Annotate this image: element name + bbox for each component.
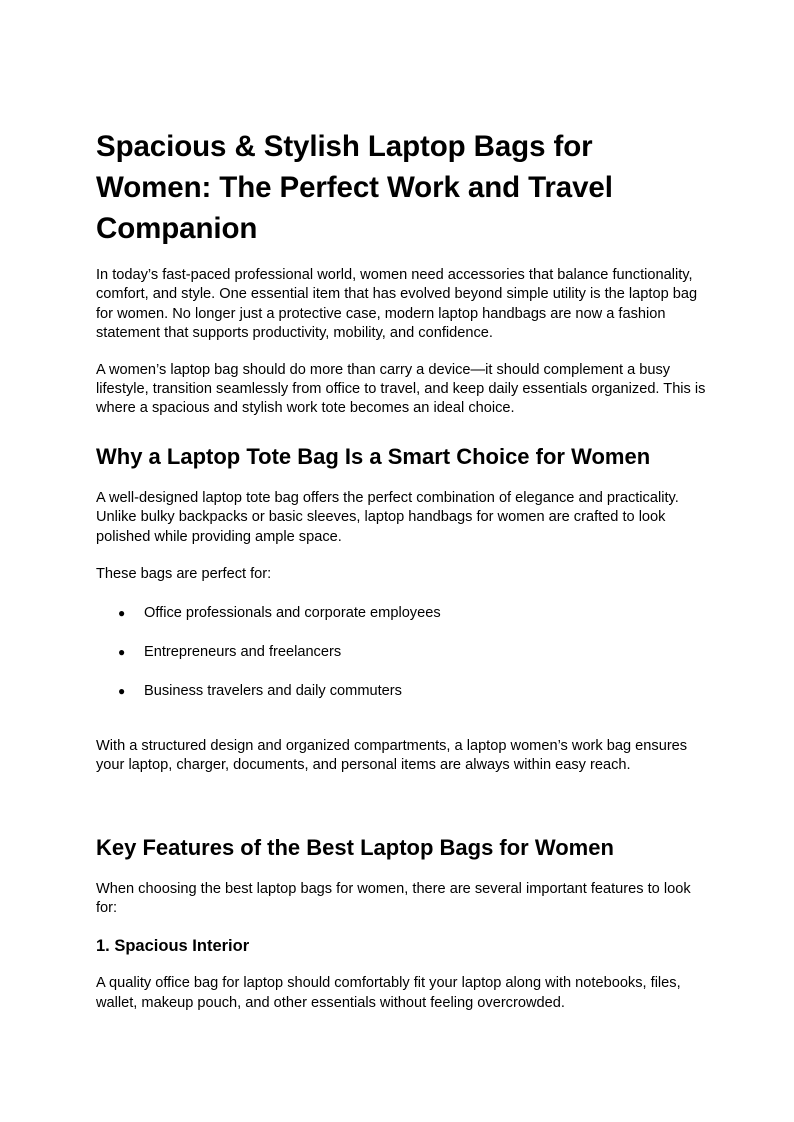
list-item <box>96 682 706 701</box>
section-heading-key-features: Key Features of the Best Laptop Bags for Women <box>96 834 614 860</box>
why-tote-paragraph: A well-designed laptop tote bag offers the perfect combination of elegance and practicality. Unlike bulky backpacks or basic sleeves, laptop handbags for women are crafted to look polished while providing ample space. <box>96 489 679 545</box>
list-item <box>96 604 706 623</box>
bullet-icon: ● <box>118 645 126 660</box>
intro-paragraph-1: In today’s fast-paced professional world, women need accessories that balance functionality, comfort, and style. One essential item that has evolved beyond simple utility is the laptop bag for women. No longer just a protective case, modern laptop handbags are now a fashion statement that supports productivity, mobility, and confidence. <box>96 267 698 342</box>
section-heading-why-tote: Why a Laptop Tote Bag Is a Smart Choice for Women <box>96 443 651 469</box>
list-item-text: Business travelers and daily commuters <box>144 683 402 700</box>
subheading-spacious-interior: 1. Spacious Interior <box>96 937 250 956</box>
page-title: Spacious & Stylish Laptop Bags for Women: The Perfect Work and Travel Companion <box>96 130 613 245</box>
spacious-interior-paragraph: A quality office bag for laptop should comfortably fit your laptop along with notebooks, files, wallet, makeup pouch, and other essentials without feeling overcrowded. <box>96 975 681 1011</box>
list-item-text: Entrepreneurs and freelancers <box>144 644 342 661</box>
document-page <box>96 126 706 1013</box>
structured-design-paragraph: With a structured design and organized compartments, a laptop women’s work bag ensures your laptop, charger, documents, and personal items are always within easy reach. <box>96 737 688 774</box>
key-features-intro: When choosing the best laptop bags for women, there are several important features to look for: <box>96 880 691 916</box>
intro-paragraph-2: A women’s laptop bag should do more than carry a device—it should complement a busy lifestyle, transition seamlessly from office to travel, and keep daily essentials organized. This is where a spacious and stylish work tote becomes an ideal choice. <box>96 361 706 417</box>
perfect-for-label: These bags are perfect for: <box>96 566 272 583</box>
list-item-text: Office professionals and corporate employees <box>144 605 441 622</box>
list-item <box>96 643 706 662</box>
bullet-icon: ● <box>118 684 126 699</box>
bullet-icon: ● <box>118 606 126 621</box>
audience-list <box>96 604 706 701</box>
